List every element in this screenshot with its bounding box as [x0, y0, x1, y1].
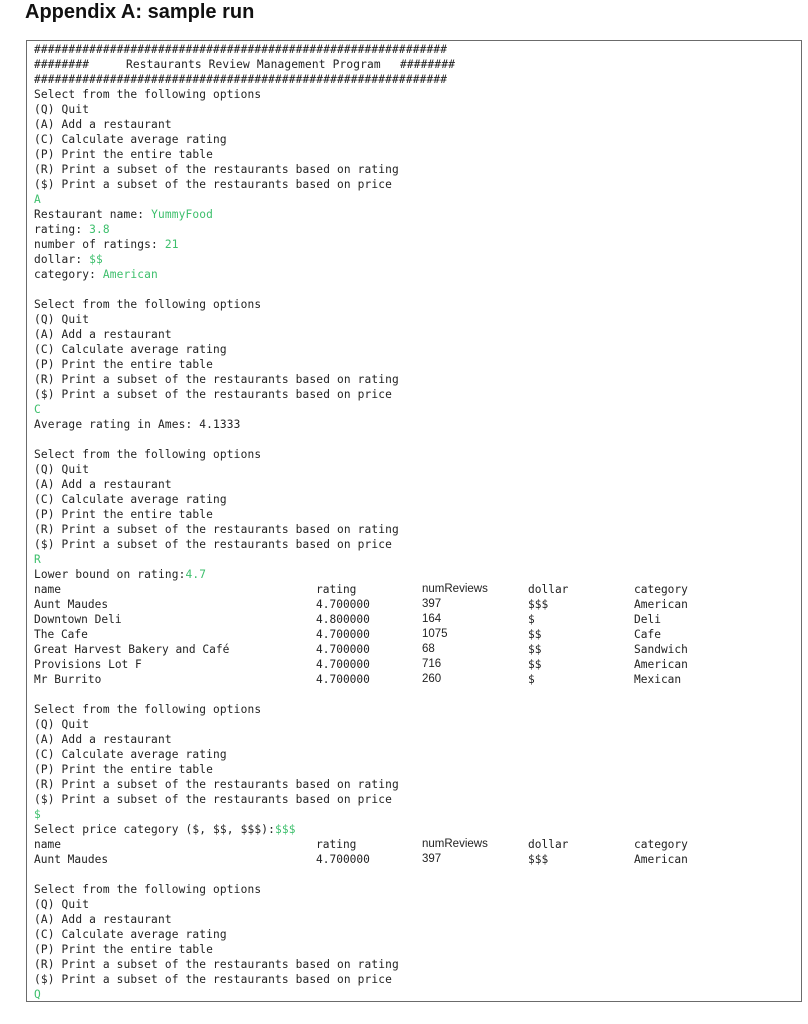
output-text: Select from the following options — [34, 703, 262, 716]
table-cell-dollar: $$ — [528, 658, 542, 671]
menu-option — [34, 177, 392, 192]
output-text: (Q) Quit — [34, 898, 90, 911]
output-text: (C) Calculate average rating — [34, 748, 227, 761]
column-header-category: category — [634, 838, 688, 851]
table-cell-category: Mexican — [634, 673, 682, 686]
user-input: American — [102, 268, 158, 281]
output-text: ($) Print a subset of the restaurants based on price — [34, 973, 393, 986]
banner-hashes: ######## — [34, 58, 90, 71]
menu-option — [34, 792, 392, 807]
prompt-line — [34, 267, 158, 282]
output-text: (A) Add a restaurant — [34, 328, 172, 341]
prompt-line — [34, 237, 179, 252]
user-input: 3.8 — [89, 223, 110, 236]
column-header-category: category — [634, 583, 688, 596]
output-text: (R) Print a subset of the restaurants based on rating — [34, 163, 399, 176]
output-text: ($) Print a subset of the restaurants based on price — [34, 388, 393, 401]
user-input: R — [34, 553, 41, 566]
output-text: (C) Calculate average rating — [34, 343, 227, 356]
table-cell-rating: 4.700000 — [316, 853, 370, 866]
output-text: Average rating in Ames: 4.1333 — [34, 418, 241, 431]
user-choice — [34, 552, 41, 567]
user-input: C — [34, 403, 41, 416]
user-choice — [34, 402, 41, 417]
menu-option — [34, 492, 227, 507]
column-header-numreviews: numReviews — [422, 583, 488, 595]
output-text: ($) Print a subset of the restaurants based on price — [34, 793, 393, 806]
output-text: Lower bound on rating: — [34, 568, 186, 581]
output-text: (C) Calculate average rating — [34, 928, 227, 941]
column-header-dollar: dollar — [528, 583, 569, 596]
table-cell-dollar: $$$ — [528, 853, 549, 866]
table-cell-category: American — [634, 853, 688, 866]
program-title: Restaurants Review Management Program — [126, 58, 381, 71]
menu-option — [34, 117, 172, 132]
menu-option — [34, 942, 213, 957]
table-cell-name: The Cafe — [34, 628, 88, 641]
output-text: (R) Print a subset of the restaurants based on rating — [34, 373, 399, 386]
menu-option — [34, 327, 172, 342]
table-cell-numreviews: 164 — [422, 613, 442, 625]
prompt-line — [34, 822, 296, 837]
prompt-line — [34, 567, 206, 582]
page-title: Appendix A: sample run — [25, 1, 255, 23]
table-cell-category: Cafe — [634, 628, 661, 641]
menu-option — [34, 162, 399, 177]
output-text: (A) Add a restaurant — [34, 913, 172, 926]
menu-prompt — [34, 882, 261, 897]
user-input: 4.7 — [185, 568, 207, 581]
menu-option — [34, 897, 89, 912]
output-text: (Q) Quit — [34, 463, 90, 476]
prompt-line — [34, 207, 213, 222]
average-result — [34, 417, 241, 432]
user-choice — [34, 192, 41, 207]
output-text: ($) Print a subset of the restaurants based on price — [34, 538, 393, 551]
user-input: $$ — [89, 253, 103, 266]
menu-option — [34, 387, 392, 402]
output-text: (Q) Quit — [34, 718, 90, 731]
menu-option — [34, 312, 89, 327]
menu-prompt — [34, 297, 261, 312]
banner-hashes: ######## — [400, 58, 456, 71]
menu-option — [34, 762, 213, 777]
output-text: ############################################################ — [34, 73, 448, 86]
output-text: dollar: — [34, 253, 90, 266]
output-text: ############################################################ — [34, 43, 448, 56]
menu-option — [34, 717, 89, 732]
user-input: 21 — [164, 238, 179, 251]
output-text: (C) Calculate average rating — [34, 493, 227, 506]
user-input: YummyFood — [151, 208, 214, 221]
table-cell-numreviews: 397 — [422, 853, 442, 865]
column-header-dollar: dollar — [528, 838, 569, 851]
table-cell-name: Provisions Lot F — [34, 658, 142, 671]
menu-option — [34, 147, 213, 162]
menu-option — [34, 102, 89, 117]
menu-option — [34, 777, 399, 792]
output-text: (A) Add a restaurant — [34, 478, 172, 491]
menu-option — [34, 927, 227, 942]
output-text: rating: — [34, 223, 90, 236]
table-cell-category: American — [634, 658, 688, 671]
user-input: $ — [34, 808, 41, 821]
output-text: Select from the following options — [34, 448, 262, 461]
table-cell-name: Great Harvest Bakery and Café — [34, 643, 230, 656]
menu-prompt — [34, 702, 261, 717]
output-text: (R) Print a subset of the restaurants based on rating — [34, 958, 399, 971]
menu-option — [34, 477, 172, 492]
output-text: (R) Print a subset of the restaurants based on rating — [34, 778, 399, 791]
output-text: number of ratings: — [34, 238, 165, 251]
menu-prompt — [34, 87, 261, 102]
user-choice — [34, 807, 41, 822]
menu-option — [34, 747, 227, 762]
output-text: category: — [34, 268, 103, 281]
table-cell-rating: 4.800000 — [316, 613, 370, 626]
menu-option — [34, 462, 89, 477]
menu-option — [34, 372, 399, 387]
column-header-name: name — [34, 583, 61, 596]
menu-prompt — [34, 447, 261, 462]
column-header-numreviews: numReviews — [422, 838, 488, 850]
menu-option — [34, 972, 392, 987]
output-text: (C) Calculate average rating — [34, 133, 227, 146]
user-input: A — [34, 193, 41, 206]
table-cell-numreviews: 68 — [422, 643, 435, 655]
column-header-rating: rating — [316, 583, 357, 596]
banner-rule — [34, 72, 447, 87]
table-cell-numreviews: 397 — [422, 598, 442, 610]
output-text: (P) Print the entire table — [34, 943, 214, 956]
output-text: (R) Print a subset of the restaurants based on rating — [34, 523, 399, 536]
menu-option — [34, 357, 213, 372]
column-header-rating: rating — [316, 838, 357, 851]
prompt-line — [34, 222, 110, 237]
menu-option — [34, 522, 399, 537]
menu-option — [34, 912, 172, 927]
table-cell-category: Deli — [634, 613, 661, 626]
menu-option — [34, 132, 227, 147]
column-header-name: name — [34, 838, 61, 851]
user-input: $$$ — [275, 823, 296, 836]
output-text: (P) Print the entire table — [34, 763, 214, 776]
table-cell-dollar: $ — [528, 673, 535, 686]
table-cell-name: Downtown Deli — [34, 613, 122, 626]
user-choice — [34, 987, 41, 1002]
table-cell-name: Aunt Maudes — [34, 853, 109, 866]
output-text: Restaurant name: — [34, 208, 152, 221]
menu-option — [34, 342, 227, 357]
menu-option — [34, 537, 392, 552]
table-cell-rating: 4.700000 — [316, 673, 370, 686]
table-cell-dollar: $ — [528, 613, 535, 626]
table-cell-rating: 4.700000 — [316, 598, 370, 611]
table-cell-numreviews: 716 — [422, 658, 442, 670]
table-cell-rating: 4.700000 — [316, 643, 370, 656]
table-cell-numreviews: 260 — [422, 673, 442, 685]
menu-option — [34, 957, 399, 972]
menu-option — [34, 507, 213, 522]
table-cell-dollar: $$$ — [528, 598, 549, 611]
table-cell-dollar: $$ — [528, 643, 542, 656]
output-text: Select from the following options — [34, 88, 262, 101]
output-text: Select price category ($, $$, $$$): — [34, 823, 275, 836]
output-text: (P) Print the entire table — [34, 508, 214, 521]
table-cell-rating: 4.700000 — [316, 628, 370, 641]
menu-option — [34, 732, 172, 747]
output-text: (A) Add a restaurant — [34, 733, 172, 746]
output-text: (P) Print the entire table — [34, 148, 214, 161]
output-text: ($) Print a subset of the restaurants based on price — [34, 178, 393, 191]
prompt-line — [34, 252, 103, 267]
user-input: Q — [34, 988, 41, 1001]
table-cell-numreviews: 1075 — [422, 628, 448, 640]
table-cell-category: American — [634, 598, 688, 611]
output-text: (Q) Quit — [34, 103, 90, 116]
output-text: (Q) Quit — [34, 313, 90, 326]
table-cell-category: Sandwich — [634, 643, 688, 656]
banner-rule — [34, 42, 447, 57]
output-text: (A) Add a restaurant — [34, 118, 172, 131]
output-text: Select from the following options — [34, 298, 262, 311]
table-cell-rating: 4.700000 — [316, 658, 370, 671]
output-text: (P) Print the entire table — [34, 358, 214, 371]
output-text: Select from the following options — [34, 883, 262, 896]
table-cell-dollar: $$ — [528, 628, 542, 641]
table-cell-name: Aunt Maudes — [34, 598, 109, 611]
table-cell-name: Mr Burrito — [34, 673, 102, 686]
